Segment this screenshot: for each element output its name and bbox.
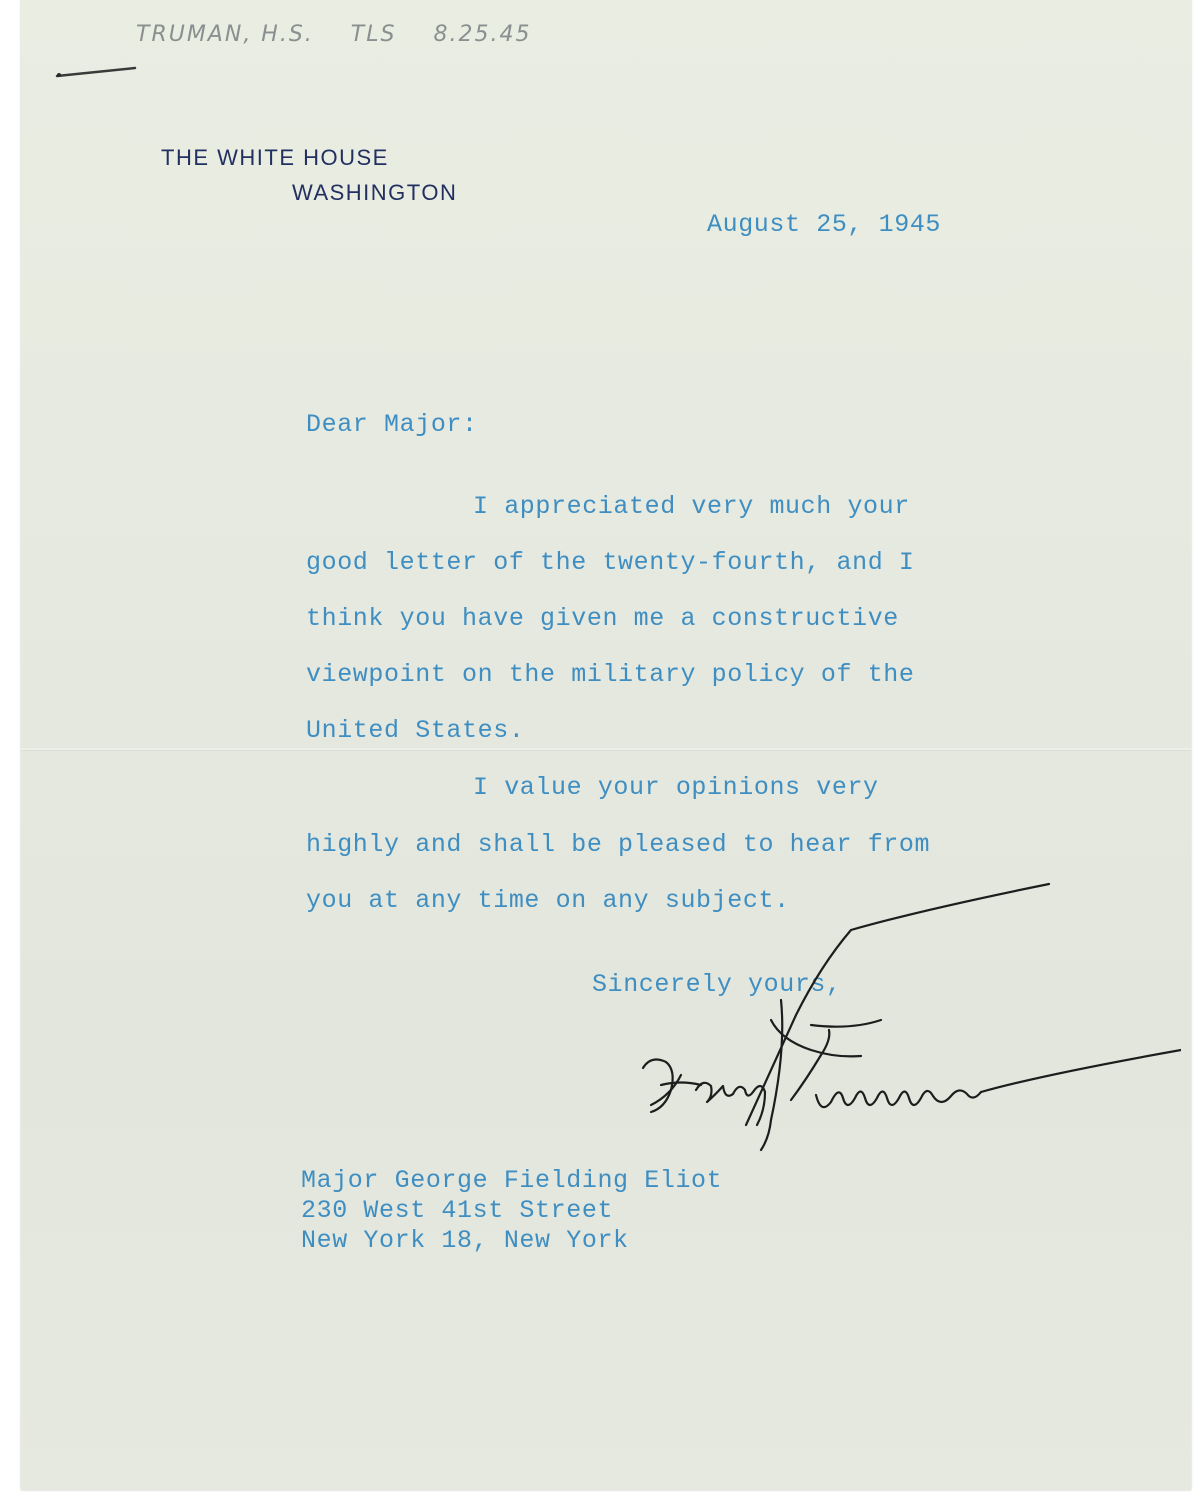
- letterhead-title: THE WHITE HOUSE: [161, 145, 389, 170]
- body-line: I appreciated very much your: [473, 492, 910, 521]
- letterhead-city: WASHINGTON: [292, 180, 458, 205]
- body-line: United States.: [306, 716, 525, 745]
- pencil-archival-note: [136, 22, 696, 62]
- letter-date: August 25, 1945: [707, 210, 942, 239]
- letter-salutation: Dear Major:: [306, 410, 478, 439]
- body-line: think you have given me a constructive: [306, 604, 899, 633]
- body-line: highly and shall be pleased to hear from: [306, 830, 931, 859]
- handwritten-signature: [621, 880, 1181, 1160]
- pencil-note-type: TLS: [350, 22, 397, 47]
- body-line: good letter of the twenty-fourth, and I: [306, 548, 915, 577]
- pencil-note-name: TRUMAN, H.S.: [136, 22, 314, 47]
- pencil-note-date: 8.25.45: [433, 22, 532, 47]
- body-line: I value your opinions very: [473, 773, 879, 802]
- fold-line: [21, 748, 1191, 750]
- body-line: viewpoint on the military policy of the: [306, 660, 915, 689]
- recipient-street: 230 West 41st Street: [301, 1196, 614, 1225]
- recipient-name: Major George Fielding Eliot: [301, 1166, 723, 1195]
- letter-closing: Sincerely yours,: [592, 970, 842, 999]
- recipient-city: New York 18, New York: [301, 1226, 629, 1255]
- letter-sheet: [21, 0, 1191, 1490]
- staple-mark: [55, 62, 137, 82]
- body-line: you at any time on any subject.: [306, 886, 790, 915]
